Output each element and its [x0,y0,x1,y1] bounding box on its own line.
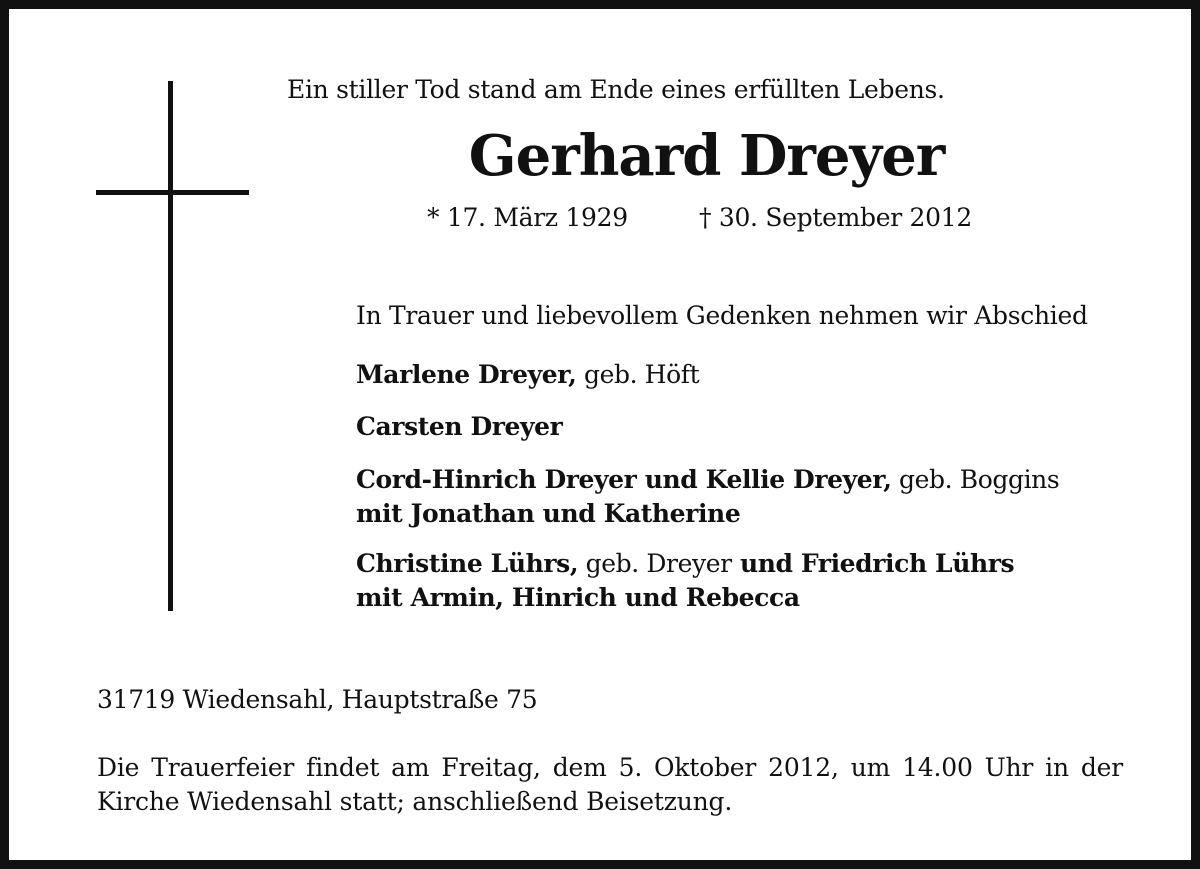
mourner-name: Carsten Dreyer [356,412,563,441]
mourner-children: mit Armin, Hinrich und Rebecca [356,583,800,612]
mourning-intro: In Trauer und liebevollem Gedenken nehmen wir Abschied [356,301,1088,330]
address: 31719 Wiedensahl, Hauptstraße 75 [97,685,538,714]
mourner-name: Christine Lührs, [356,549,579,578]
cross-icon-vertical-bar [168,81,173,611]
ceremony-info: Die Trauerfeier findet am Freitag, dem 5. Oktober 2012, um 14.00 Uhr in der Kirche Wiedensahl statt; anschließend Beisetzung. [97,753,1123,816]
mourner-line [356,463,1059,497]
mourner-birth-name: geb. Dreyer [578,549,732,578]
mourner-entry [356,358,699,392]
mourner-name: Cord-Hinrich Dreyer und Kellie Dreyer, [356,465,892,494]
mourner-name: Marlene Dreyer, [356,360,577,389]
deceased-name: Gerhard Dreyer [468,123,945,189]
mourner-entry [356,410,562,444]
mourner-line [356,547,1014,581]
tagline: Ein stiller Tod stand am Ende eines erfüllten Lebens. [287,75,945,104]
mourner-entry [356,463,1059,531]
mourner-children: mit Jonathan und Katherine [356,499,741,528]
mourner-birth-name: geb. Höft [576,360,700,389]
mourner-entry [356,547,1014,615]
death-date: † 30. September 2012 [699,203,972,232]
mourner-spouse: und Friedrich Lührs [731,549,1015,578]
mourner-birth-name: geb. Boggins [891,465,1060,494]
cross-icon-horizontal-bar [96,190,249,195]
birth-date: * 17. März 1929 [427,203,628,232]
